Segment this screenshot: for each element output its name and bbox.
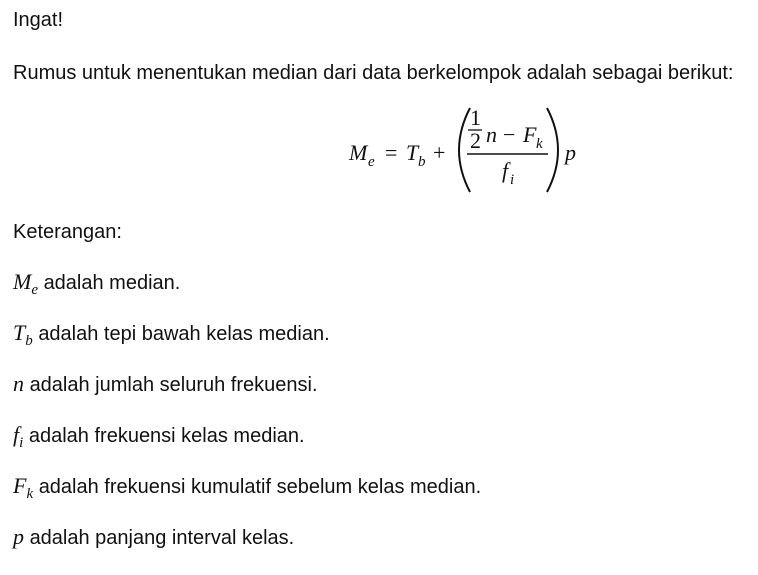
heading: Ingat! — [13, 9, 64, 31]
definition-symbol: n — [13, 371, 24, 396]
definition-text: adalah frekuensi kelas median. — [28, 425, 305, 447]
definition-item — [13, 473, 482, 502]
definition-symbol: T — [13, 320, 26, 345]
definition-item — [13, 422, 305, 451]
keterangan-label: Keterangan: — [13, 221, 122, 243]
definition-subscript: k — [26, 486, 34, 502]
formula-half-num: 1 — [470, 105, 481, 130]
definition-text: adalah frekuensi kumulatif sebelum kelas median. — [38, 476, 482, 498]
formula-tb-sub: b — [418, 154, 426, 170]
definition-item — [13, 372, 318, 397]
formula-p: p — [565, 140, 576, 165]
formula-me-symbol: M — [349, 140, 368, 165]
left-paren — [459, 108, 470, 192]
definition-item — [13, 525, 294, 550]
formula-minus: − — [503, 122, 516, 147]
intro-text: Rumus untuk menentukan median dari data berkelompok adalah sebagai berikut: — [13, 62, 734, 84]
right-paren — [547, 108, 558, 192]
formula-fk-sub: k — [536, 136, 543, 152]
formula-equals: = — [385, 140, 398, 165]
formula-fk-symbol: F — [523, 122, 537, 147]
definition-text: adalah jumlah seluruh frekuensi. — [29, 374, 318, 396]
formula-plus: + — [433, 140, 446, 165]
definition-symbol: f — [13, 422, 20, 447]
definition-item — [13, 320, 330, 349]
formula-n: n — [486, 122, 497, 147]
definition-symbol: M — [13, 269, 32, 294]
definition-text: adalah median. — [43, 272, 181, 294]
definition-symbol: F — [13, 473, 27, 498]
definition-subscript: e — [31, 282, 38, 298]
formula-fi-symbol: f — [502, 158, 509, 183]
formula-fi-sub: i — [510, 172, 515, 188]
formula-tb-symbol: T — [406, 140, 419, 165]
definition-symbol: p — [13, 524, 24, 549]
definition-text: adalah tepi bawah kelas median. — [38, 323, 330, 345]
formula-half-den: 2 — [470, 128, 481, 153]
formula-me-sub: e — [368, 154, 375, 170]
definition-subscript: b — [25, 333, 33, 349]
definition-text: adalah panjang interval kelas. — [29, 527, 295, 549]
median-formula — [0, 100, 758, 200]
definition-subscript: i — [19, 435, 24, 451]
definition-item — [13, 269, 181, 298]
